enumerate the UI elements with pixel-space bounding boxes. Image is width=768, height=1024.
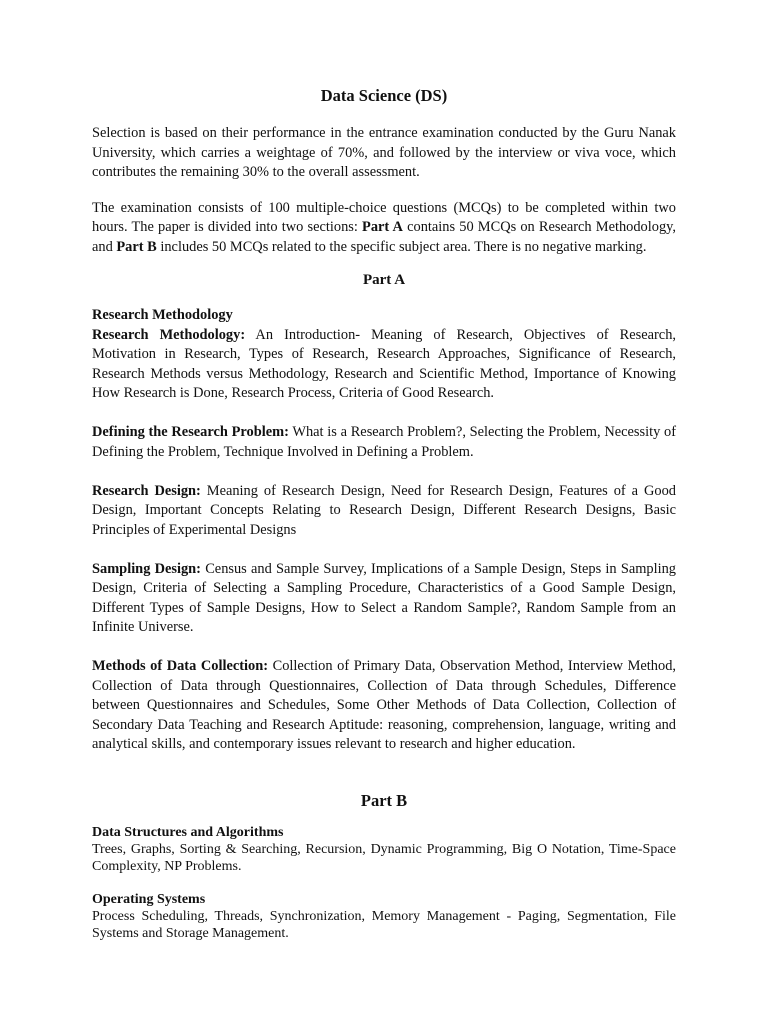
topic-label: Research Methodology: <box>92 326 246 343</box>
topic-label: Methods of Data Collection: <box>92 658 269 674</box>
topic-research-methodology <box>92 326 676 404</box>
intro-text-1: The examination consists of 100 multiple-choice questions (MCQs) to be completed within two hours. The paper is divided into two sections: <box>92 199 676 235</box>
intro-paragraph-exam <box>92 199 676 258</box>
page-title: Data Science (DS) <box>320 86 448 105</box>
intro-text-2: contains 50 MCQs on Research Methodology, and <box>92 219 676 255</box>
part-a-subheading: Research Methodology <box>92 307 233 323</box>
topic-text: Collection of Primary Data, Observation Method, Interview Method, Collection of Data through Questionnaires, Collection of Data through Schedules, Difference between Questionnaires and Schedules, Some Other Methods of Data Collection, Collection of Secondary Data Teaching and Research Aptitude: reasoning, comprehension, language, writing and analytical skills, and contemporary issues relevant to research and higher education. <box>92 658 676 752</box>
topic-defining-problem <box>92 423 676 462</box>
intro-text-3: includes 50 MCQs related to the specific subject area. There is no negative marking. <box>156 238 647 255</box>
topic-text: Census and Sample Survey, Implications of a Sample Design, Steps in Sampling Design, Criteria of Selecting a Sampling Procedure, Characteristics of a Good Sample Design, Different Types of Sample Designs, How to Select a Random Sample?, Random Sample from an Infinite Universe. <box>92 560 676 635</box>
section-title-dsa: Data Structures and Algorithms <box>92 824 284 840</box>
part-b-sections <box>92 824 676 942</box>
topic-text: Meaning of Research Design, Need for Research Design, Features of a Good Design, Important Concepts Relating to Research Design, Different Research Designs, Basic Principles of Experimental Designs <box>92 482 677 538</box>
section-text-dsa: Trees, Graphs, Sorting & Searching, Recursion, Dynamic Programming, Big O Notation, Time-Space Complexity, NP Problems. <box>92 841 676 874</box>
part-b-heading: Part B <box>360 790 408 810</box>
topic-label: Sampling Design: <box>92 560 201 577</box>
section-text-os: Process Scheduling, Threads, Synchronization, Memory Management - Paging, Segmentation, File Systems and Storage Management. <box>92 908 676 941</box>
topic-text: What is a Research Problem?, Selecting the Problem, Necessity of Defining the Problem, Technique Involved in Defining a Problem. <box>92 424 676 460</box>
section-title-os: Operating Systems <box>92 891 206 907</box>
topic-label: Research Design: <box>92 482 201 499</box>
topic-label: Defining the Research Problem: <box>92 424 289 440</box>
part-a-heading: Part A <box>362 272 406 288</box>
topic-text: An Introduction- Meaning of Research, Objectives of Research, Motivation in Research, Types of Research, Research Approaches, Significance of Research, Research Methods versus Methodology, Research and Scientific Method, Importance of Knowing How Research is Done, Research Process, Criteria of Good Research. <box>92 326 676 401</box>
intro-part-b-label: Part B <box>116 238 157 255</box>
topic-data-collection <box>92 657 676 755</box>
intro-paragraph-selection: Selection is based on their performance in the entrance examination conducted by the Guru Nanak University, which carries a weightage of 70%, and followed by the interview or viva voce, which contributes the remaining 30% to the overall assessment. <box>92 125 676 180</box>
intro-part-a-label: Part A <box>362 219 403 235</box>
topic-research-design <box>92 482 676 541</box>
topic-sampling-design <box>92 560 676 638</box>
document-content <box>92 86 676 942</box>
